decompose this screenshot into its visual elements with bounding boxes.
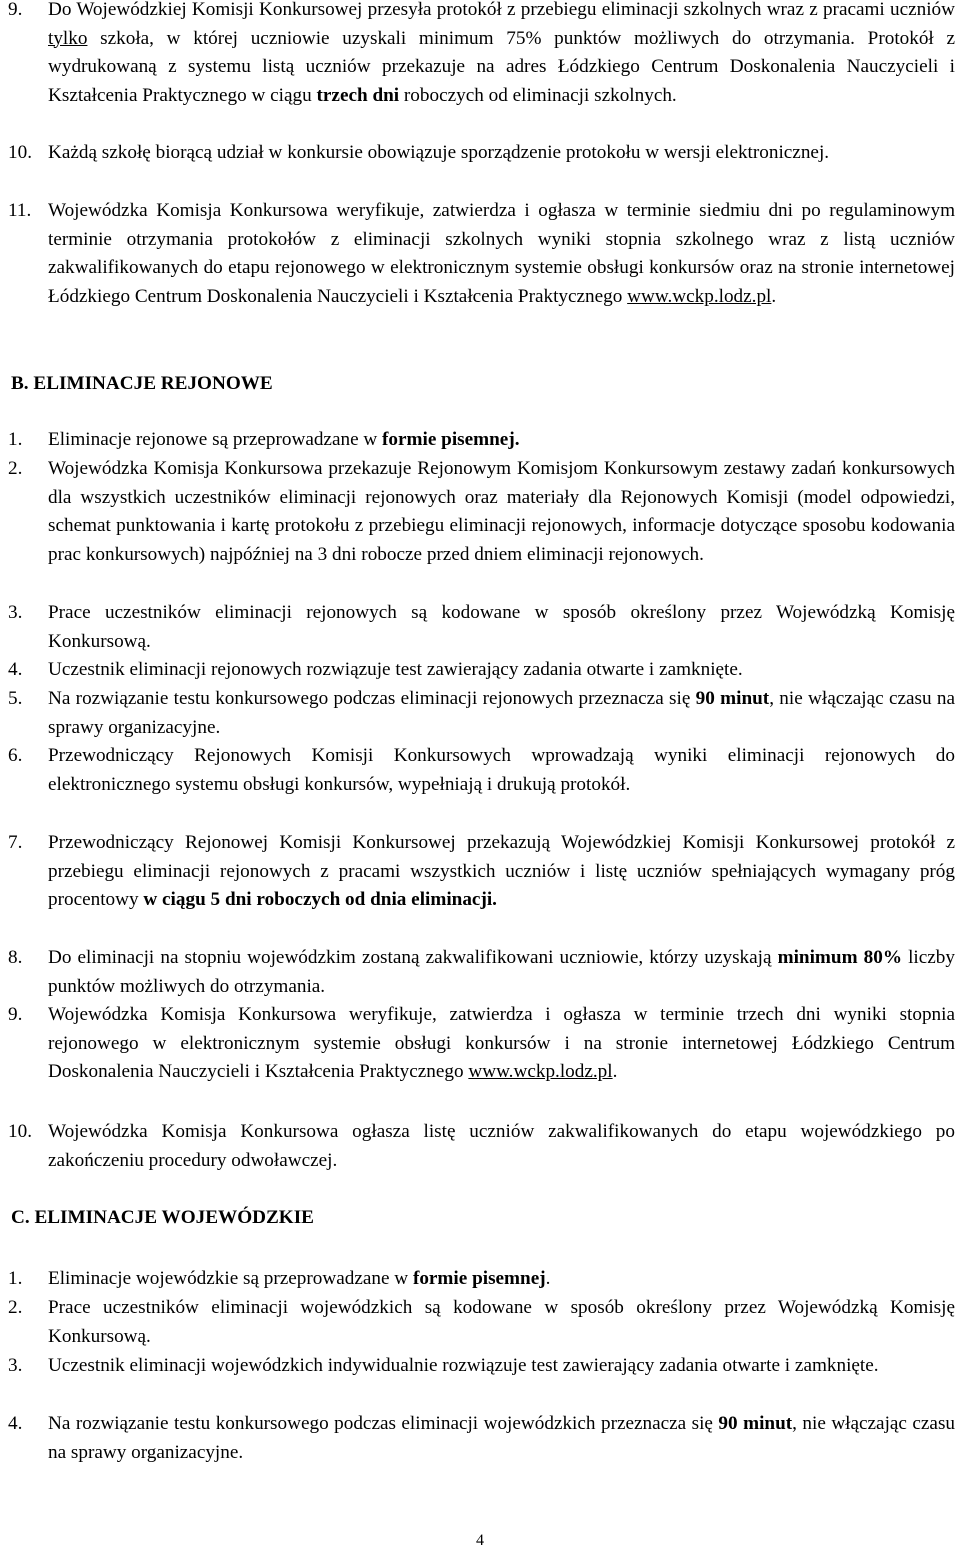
bold-text: trzech dni [316,84,400,106]
item-number: 2. [8,1297,23,1318]
item-number: 7. [8,832,23,853]
text-run: roboczych od eliminacji szkolnych. [399,84,677,106]
item-text [48,656,955,685]
underlined-text: www.wckp.lodz.pl [627,285,772,307]
text-run: , nie włączając czasu na sprawy organizacyjne. [48,688,956,738]
underlined-text: www.wckp.lodz.pl [468,1061,613,1083]
text-run: Do eliminacji na stopniu wojewódzkim zostaną zakwalifikowani uczniowie, którzy uzyskają [48,947,778,968]
item-number: 4. [8,659,23,680]
item-number: 10. [8,1121,32,1142]
item-number: 6. [8,745,23,766]
item-text [48,139,955,168]
item-number: 9. [8,0,23,20]
text-run: . [545,1268,551,1289]
text-run: Uczestnik eliminacji rejonowych rozwiązuje test zawierający zadania otwarte i zamknięte. [48,659,743,680]
text-run: Wojewódzka Komisja Konkursowa przekazuje Rejonowym Komisjom Konkursowym zestawy zadań konkursowych dla wszystkich uczestników eliminacji rejonowych oraz materiały dla Rejonowych Komisji (model odpowiedzi, schemat punktowania i kartę protokołu z przebiegu eliminacji rejonowych, informacje dotyczące sposobu kodowania prac konkursowych) najpóźniej na 3 dni robocze przed dniem eliminacji rejonowych. [48,458,955,565]
page-number: 4 [476,1532,484,1549]
text-run: Przewodniczący Rejonowych Komisji Konkursowych wprowadzają wyniki eliminacji rejonowych do elektronicznego systemu obsługi konkursów, wypełniają i drukują protokół. [48,745,955,795]
bold-text: formie pisemnej. [382,429,520,450]
item-number: 2. [8,458,23,479]
text-run: szkoła, w której uczniowie uzyskali minimum 75% punktów możliwych do otrzymania. Protokół z wydrukowaną z systemu listą uczniów przekazuje na adres Łódzkiego Centrum Doskonalenia Nauczycieli i Kształcenia Praktycznego w ciągu [48,27,955,106]
item-text [48,944,955,1001]
item-number: 1. [8,429,23,450]
bold-text: formie pisemnej [412,1268,546,1289]
bold-text: minimum 80% [777,947,903,968]
text-run: . [612,1061,618,1083]
item-number: 9. [8,1004,23,1025]
bold-text: 90 minut [695,688,770,709]
item-text [48,1265,955,1294]
item-number: 10. [8,142,32,163]
item-text [48,1352,955,1381]
text-run: Na rozwiązanie testu konkursowego podczas eliminacji wojewódzkich przeznacza się [48,1413,719,1434]
item-number: 3. [8,602,23,623]
item-number: 4. [8,1413,23,1434]
text-run: Uczestnik eliminacji wojewódzkich indywidualnie rozwiązuje test zawierający zadania otwarte i zamknięte. [48,1355,879,1376]
item-number: 11. [8,200,32,221]
item-text [48,685,955,742]
item-text [48,1001,955,1087]
text-run: Prace uczestników eliminacji wojewódzkich są kodowane w sposób określony przez Wojewódzką Komisję Konkursową. [48,1297,955,1347]
text-run: , nie włączając czasu na sprawy organizacyjne. [48,1413,956,1463]
item-text [48,1118,955,1175]
item-number: 3. [8,1355,23,1376]
item-text [48,829,955,915]
item-number: 5. [8,688,23,709]
text-run: Przewodniczący Rejonowej Komisji Konkursowej przekazują Wojewódzkiej Komisji Konkursowej protokół z przebiegu eliminacji rejonowych z pracami wszystkich uczniów i listę uczniów spełniających wymagany próg procentowy [48,832,955,911]
section-heading-c: C. ELIMINACJE WOJEWÓDZKIE [11,1207,314,1228]
item-text [48,0,955,110]
item-number: 8. [8,947,23,968]
text-run: Wojewódzka Komisja Konkursowa ogłasza listę uczniów zakwalifikowanych do etapu wojewódzkiego po zakończeniu procedury odwoławczej. [48,1121,955,1171]
text-run: Do Wojewódzkiej Komisji Konkursowej przesyła protokół z przebiegu eliminacji szkolnych wraz z pracami uczniów [48,0,955,20]
bold-text: w ciągu 5 dni roboczych od dnia eliminacji. [143,889,497,911]
text-run: Prace uczestników eliminacji rejonowych są kodowane w sposób określony przez Wojewódzką Komisję Konkursową. [48,602,955,652]
text-run: . [771,285,777,307]
item-text [48,455,955,569]
text-run: Eliminacje rejonowe są przeprowadzane w [48,429,383,450]
item-number: 1. [8,1268,23,1289]
item-text [48,426,955,455]
text-run: Wojewódzka Komisja Konkursowa weryfikuje, zatwierdza i ogłasza w terminie trzech dni wyniki stopnia rejonowego w elektronicznym systemie obsługi konkursów i na stronie internetowej Łódzkiego Centrum Doskonalenia Nauczycieli i Kształcenia Praktycznego [48,1004,955,1083]
item-text [48,599,955,656]
text-run: Każdą szkołę biorącą udział w konkursie obowiązuje sporządzenie protokołu w wersji elektronicznej. [48,142,830,163]
text-run: liczby punktów możliwych do otrzymania. [48,947,955,997]
text-run: Eliminacje wojewódzkie są przeprowadzane w [48,1268,413,1289]
item-text [48,1294,955,1351]
underlined-text: tylko [48,27,88,49]
bold-text: 90 minut [718,1413,793,1434]
text-run: Wojewódzka Komisja Konkursowa weryfikuje, zatwierdza i ogłasza w terminie siedmiu dni po regulaminowym terminie otrzymania protokołów z eliminacji szkolnych wyniki stopnia szkolnego wraz z listą uczniów zakwalifikowanych do etapu rejonowego w elektronicznym systemie obsługi konkursów oraz na stronie internetowej Łódzkiego Centrum Doskonalenia Nauczycieli i Kształcenia Praktycznego [48,200,955,307]
item-text [48,742,955,799]
section-heading-b: B. ELIMINACJE REJONOWE [11,373,273,394]
text-run: Na rozwiązanie testu konkursowego podczas eliminacji rejonowych przeznacza się [48,688,696,709]
item-text [48,197,955,311]
item-text [48,1410,955,1467]
